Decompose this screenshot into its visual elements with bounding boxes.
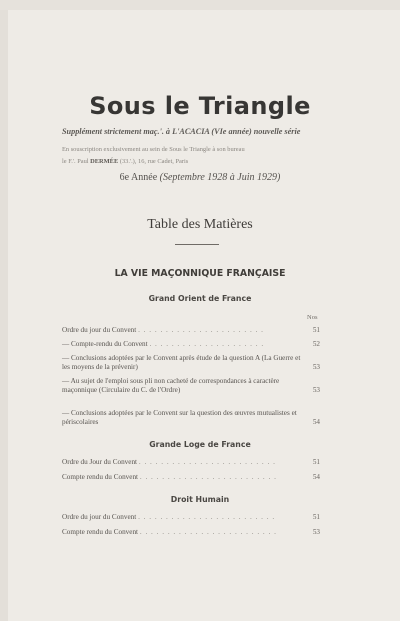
address-line xyxy=(62,158,362,165)
subscription-line: En souscription exclusivement au sein de Sous le Triangle à son bureau xyxy=(62,146,245,153)
section-title: LA VIE MAÇONNIQUE FRANÇAISE xyxy=(114,268,286,279)
toc-entry: — Compte-rendu du Convent . . . . . . . . . . . . . . . . . . . . . 52 xyxy=(62,340,320,348)
toc-heading: Table des Matières xyxy=(147,217,253,232)
entry-page: 54 xyxy=(312,418,320,427)
entry-text: — Conclusions adoptées par le Convent après étude de la question A (La Guerre et les moyens de la prévenir) xyxy=(62,354,301,372)
year-label: 6e Année xyxy=(119,172,158,183)
entry-text: Compte rendu du Convent xyxy=(62,528,139,536)
editor-name: DERMÉE xyxy=(90,158,119,165)
entry-page: 53 xyxy=(312,386,320,395)
toc-entry: Ordre du jour du Convent . . . . . . . . . . . . . . . . . . . . . . . . . 51 xyxy=(62,513,320,521)
group-title: Droit Humain xyxy=(170,495,230,504)
toc-entry: Ordre du jour du Convent . . . . . . . . . . . . . . . . . . . . . . . 51 xyxy=(62,326,320,334)
entry-text: — Compte-rendu du Convent xyxy=(62,340,148,348)
scan-edge-top xyxy=(0,0,400,10)
toc-entry xyxy=(62,354,320,373)
numbers-label: Nos xyxy=(307,314,318,321)
toc-entry: Compte rendu du Convent . . . . . . . . . . . . . . . . . . . . . . . . . 53 xyxy=(62,528,320,536)
group-title: Grande Loge de France xyxy=(149,440,251,449)
entry-page: 51 xyxy=(312,326,320,334)
toc-entry: Compte rendu du Convent . . . . . . . . . . . . . . . . . . . . . . . . . 54 xyxy=(62,473,320,481)
group-title: Grand Orient de France xyxy=(148,294,252,303)
entry-text: Ordre du jour du Convent xyxy=(62,513,137,521)
year-period: (Septembre 1928 à Juin 1929) xyxy=(159,172,281,183)
entry-text: — Conclusions adoptées par le Convent sur la question des œuvres mutualistes et périscolaires xyxy=(62,409,297,427)
entry-page: 54 xyxy=(312,473,320,481)
year-line xyxy=(0,172,400,183)
entry-text: Ordre du Jour du Convent xyxy=(62,458,138,466)
journal-subtitle: Supplément strictement maç.'. à L'ACACIA (VIe année) nouvelle série xyxy=(62,127,301,136)
entry-text: — Au sujet de l'emploi sous pli non cacheté de correspondances à caractère maçonnique (Circulaire du C. de l'Ordre) xyxy=(62,377,280,395)
entry-text: Compte rendu du Convent xyxy=(62,473,139,481)
entry-page: 52 xyxy=(312,340,320,348)
entry-page: 53 xyxy=(312,363,320,372)
entry-page: 51 xyxy=(312,513,320,521)
address-prefix: le F.'. Paul xyxy=(62,158,91,165)
toc-entry: Ordre du Jour du Convent . . . . . . . . . . . . . . . . . . . . . . . . . 51 xyxy=(62,458,320,466)
heading-rule xyxy=(175,244,219,245)
address-suffix: (33.'.), 16, rue Cadet, Paris xyxy=(118,158,189,165)
journal-title: Sous le Triangle xyxy=(89,92,311,120)
entry-text: Ordre du jour du Convent xyxy=(62,326,137,334)
entry-page: 53 xyxy=(312,528,320,536)
toc-entry xyxy=(62,377,320,396)
entry-page: 51 xyxy=(312,458,320,466)
toc-entry xyxy=(62,409,320,428)
